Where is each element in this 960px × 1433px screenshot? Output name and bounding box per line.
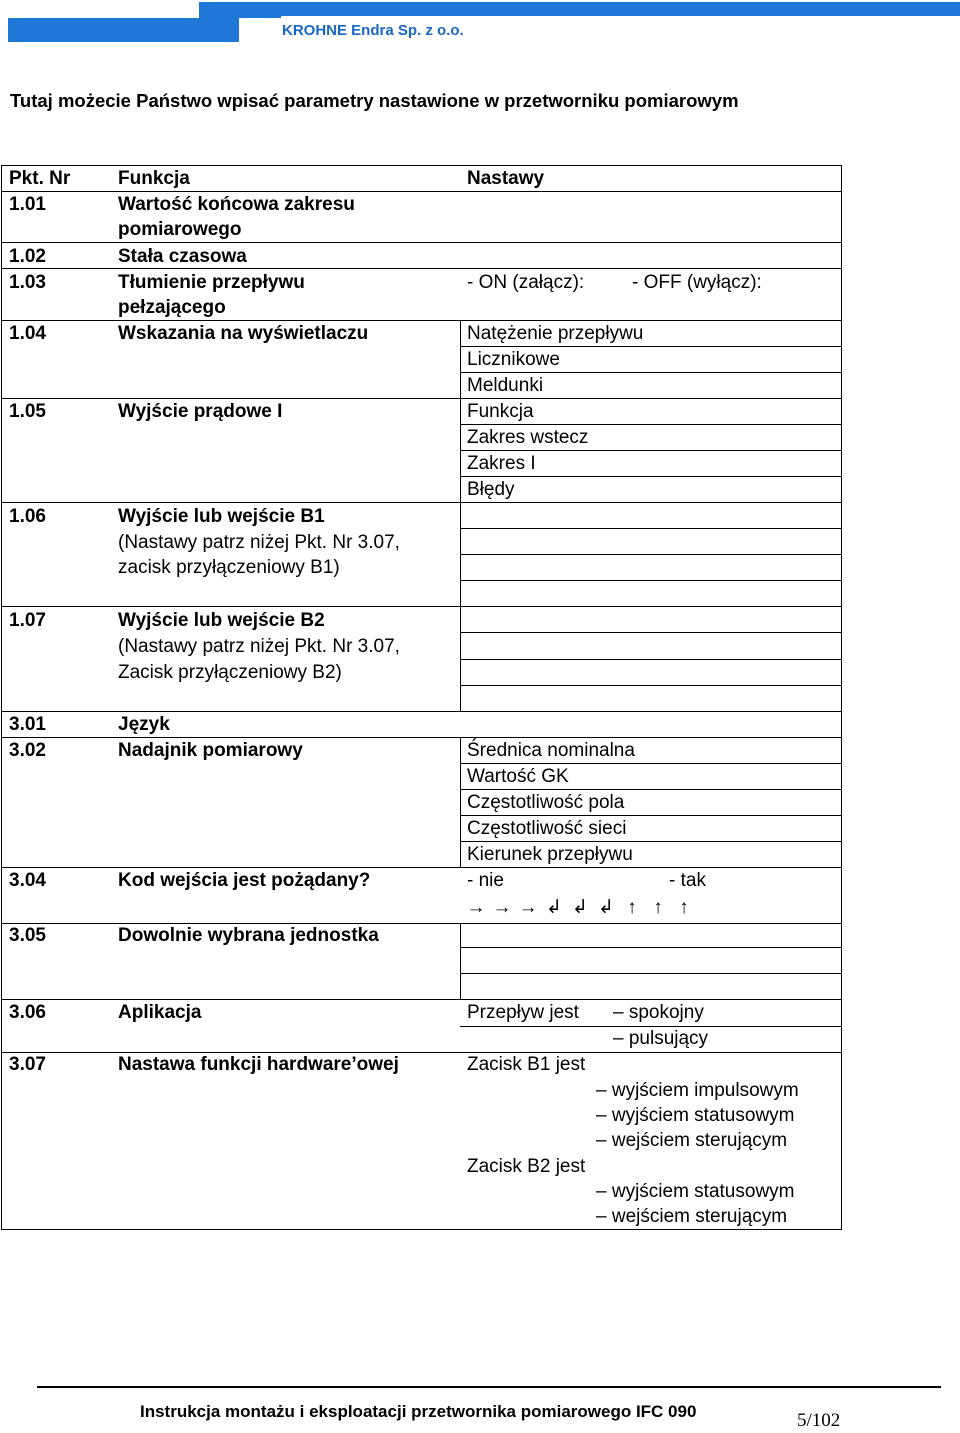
- setting-label: Natężenie przepływu: [467, 323, 644, 344]
- row-funkcja-note: Zacisk przyłączeniowy B2): [118, 662, 342, 683]
- header-funkcja: Funkcja: [118, 168, 190, 189]
- setting-label: Błędy: [467, 479, 515, 500]
- company-name: KROHNE Endra Sp. z o.o.: [282, 22, 464, 39]
- page-number: 5/102: [797, 1410, 841, 1431]
- setting-label: Zacisk B2 jest: [467, 1156, 586, 1177]
- arrow-up-icon: ↑: [653, 897, 663, 918]
- header-bar-left: [8, 18, 239, 42]
- row-nr: 3.06: [9, 1002, 46, 1023]
- setting-option: – wyjściem statusowym: [596, 1105, 795, 1126]
- row-nr: 1.04: [9, 323, 46, 344]
- footer-divider: [37, 1386, 941, 1388]
- row-funkcja-note: zacisk przyłączeniowy B1): [118, 557, 340, 578]
- header-bar-tab: [199, 2, 281, 18]
- row-funkcja: Tłumienie przepływu: [118, 272, 305, 293]
- row-nr: 1.03: [9, 272, 46, 293]
- intro-text: Tutaj możecie Państwo wpisać parametry nastawione w przetworniku pomiarowym: [10, 90, 739, 111]
- setting-option: – wyjściem statusowym: [596, 1181, 795, 1202]
- header-nr: Pkt. Nr: [9, 168, 71, 189]
- footer-title: Instrukcja montażu i eksploatacji przetwornika pomiarowego IFC 090: [140, 1402, 697, 1421]
- enter-icon: ↲: [598, 897, 614, 918]
- row-funkcja: Aplikacja: [118, 1002, 202, 1023]
- arrow-right-icon: →: [492, 897, 512, 918]
- setting-label: Zakres wstecz: [467, 427, 589, 448]
- setting-tak: - tak: [669, 870, 706, 891]
- row-funkcja: Język: [118, 714, 170, 735]
- row-funkcja-cont: pełzającego: [118, 297, 226, 318]
- setting-nie: - nie: [467, 870, 504, 891]
- row-funkcja-note: (Nastawy patrz niżej Pkt. Nr 3.07,: [118, 636, 400, 657]
- setting-label: Średnica nominalna: [467, 740, 635, 761]
- row-nr: 3.07: [9, 1054, 46, 1075]
- row-nr: 1.01: [9, 194, 46, 215]
- setting-on: - ON (załącz):: [467, 272, 585, 293]
- setting-label: Przepływ jest: [467, 1002, 579, 1023]
- arrow-up-icon: ↑: [679, 897, 689, 918]
- row-funkcja-cont: pomiarowego: [118, 219, 242, 240]
- enter-icon: ↲: [572, 897, 588, 918]
- row-funkcja: Nastawa funkcji hardware’owej: [118, 1054, 399, 1075]
- row-funkcja: Wartość końcowa zakresu: [118, 194, 355, 215]
- row-nr: 3.02: [9, 740, 46, 761]
- setting-label: Kierunek przepływu: [467, 844, 633, 865]
- row-nr: 3.01: [9, 714, 46, 735]
- row-funkcja: Stała czasowa: [118, 246, 247, 267]
- setting-label: Zakres I: [467, 453, 536, 474]
- setting-label: Funkcja: [467, 401, 534, 422]
- arrow-up-icon: ↑: [627, 897, 637, 918]
- setting-label: Wartość GK: [467, 766, 569, 787]
- header-nastawy: Nastawy: [467, 168, 545, 189]
- setting-off: - OFF (wyłącz):: [632, 272, 762, 293]
- row-nr: 1.05: [9, 401, 46, 422]
- row-funkcja: Kod wejścia jest pożądany?: [118, 870, 371, 891]
- row-nr: 1.07: [9, 610, 46, 631]
- row-funkcja: Wyjście lub wejście B1: [118, 506, 325, 527]
- row-funkcja: Nadajnik pomiarowy: [118, 740, 303, 761]
- row-funkcja-note: (Nastawy patrz niżej Pkt. Nr 3.07,: [118, 532, 400, 553]
- row-funkcja: Wskazania na wyświetlaczu: [118, 323, 369, 344]
- row-nr: 3.05: [9, 925, 46, 946]
- setting-label: Meldunki: [467, 375, 544, 396]
- header-bar-right: [281, 2, 960, 16]
- row-nr: 1.06: [9, 506, 46, 527]
- setting-option: – wejściem sterującym: [596, 1206, 788, 1227]
- setting-option: – spokojny: [613, 1002, 704, 1023]
- setting-option: – wejściem sterującym: [596, 1130, 788, 1151]
- row-funkcja: Dowolnie wybrana jednostka: [118, 925, 379, 946]
- key-sequence: [463, 895, 697, 921]
- row-funkcja: Wyjście prądowe I: [118, 401, 283, 422]
- enter-icon: ↲: [546, 897, 562, 918]
- setting-label: Częstotliwość pola: [467, 792, 625, 813]
- arrow-right-icon: →: [518, 897, 538, 918]
- setting-option: – pulsujący: [613, 1028, 709, 1049]
- row-funkcja: Wyjście lub wejście B2: [118, 610, 325, 631]
- setting-label: Zacisk B1 jest: [467, 1054, 586, 1075]
- setting-label: Licznikowe: [467, 349, 560, 370]
- row-nr: 3.04: [9, 870, 46, 891]
- setting-label: Częstotliwość sieci: [467, 818, 627, 839]
- row-nr: 1.02: [9, 246, 46, 267]
- arrow-right-icon: →: [466, 897, 486, 918]
- setting-option: – wyjściem impulsowym: [596, 1080, 799, 1101]
